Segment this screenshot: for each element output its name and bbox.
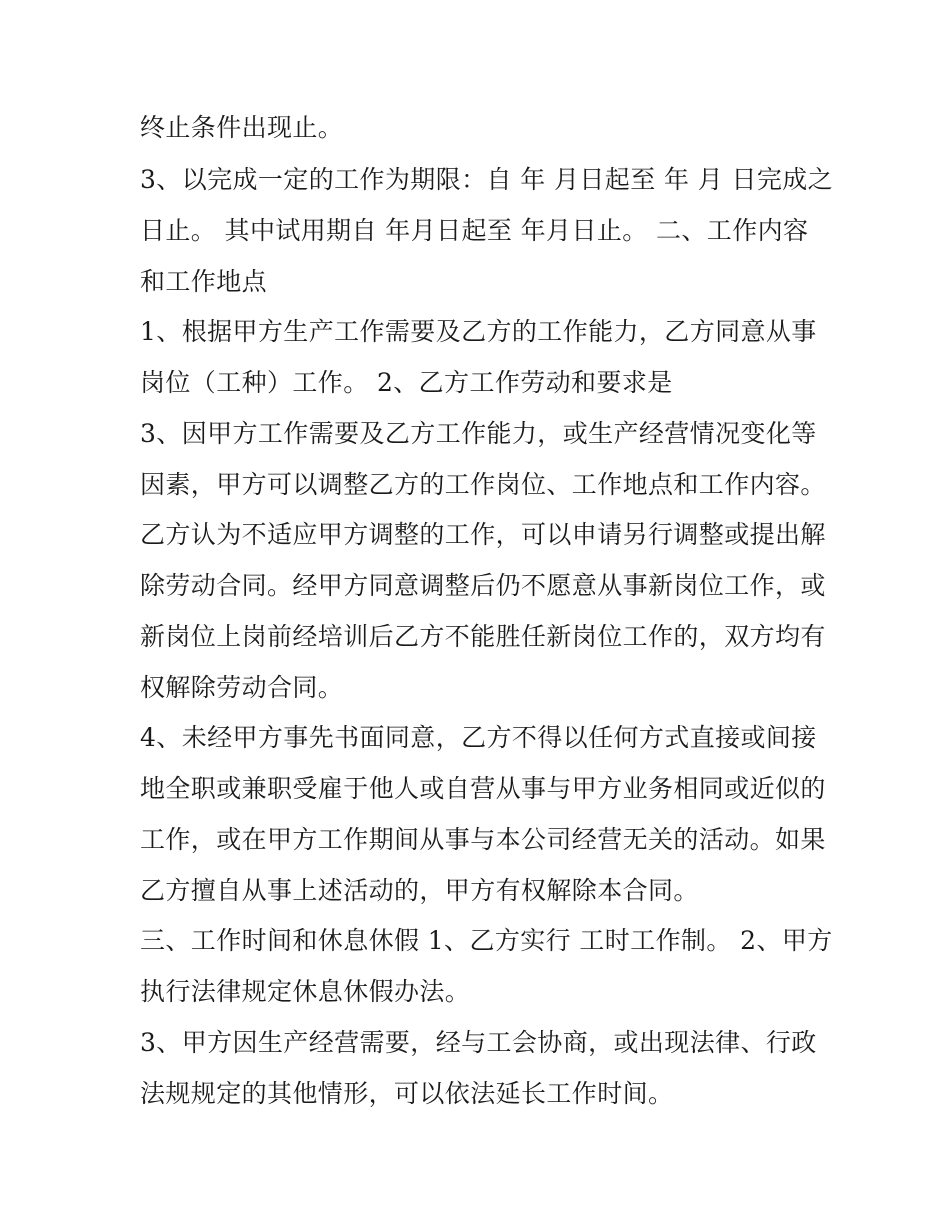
text-line: 新岗位上岗前经培训后乙方不能胜任新岗位工作的，双方均有 <box>140 622 826 651</box>
text-line: 除劳动合同。经甲方同意调整后仍不愿意从事新岗位工作，或 <box>140 571 826 600</box>
text-line: 终止条件出现止。 <box>140 113 344 142</box>
text-line: 3、以完成一定的工作为期限：自 年 月日起至 年 月 日完成之 <box>140 165 834 194</box>
text-line: 工作，或在甲方工作期间从事与本公司经营无关的活动。如果 <box>140 825 826 854</box>
text-line: 乙方擅自从事上述活动的，甲方有权解除本合同。 <box>140 876 699 905</box>
text-line: 3、因甲方工作需要及乙方工作能力，或生产经营情况变化等 <box>140 419 817 448</box>
text-line: 和工作地点 <box>140 267 268 296</box>
text-line: 1、根据甲方生产工作需要及乙方的工作能力，乙方同意从事 <box>140 317 817 346</box>
text-line: 三、工作时间和休息休假 1、乙方实行 工时工作制。 2、甲方 <box>140 926 833 955</box>
text-line: 乙方认为不适应甲方调整的工作，可以申请另行调整或提出解 <box>140 520 826 549</box>
text-line: 地全职或兼职受雇于他人或自营从事与甲方业务相同或近似的 <box>140 774 826 803</box>
text-line: 权解除劳动合同。 <box>140 673 344 702</box>
text-line: 日止。 其中试用期自 年月日起至 年月日止。 二、工作内容 <box>140 216 809 245</box>
text-line: 岗位（工种）工作。 2、乙方工作劳动和要求是 <box>140 368 673 397</box>
text-line: 执行法律规定休息休假办法。 <box>140 977 471 1006</box>
text-line: 因素，甲方可以调整乙方的工作岗位、工作地点和工作内容。 <box>140 470 826 499</box>
text-line: 法规规定的其他情形，可以依法延长工作时间。 <box>140 1079 674 1108</box>
text-line: 3、甲方因生产经营需要，经与工会协商，或出现法律、行政 <box>140 1028 817 1057</box>
text-line: 4、未经甲方事先书面同意，乙方不得以任何方式直接或间接 <box>140 723 817 752</box>
